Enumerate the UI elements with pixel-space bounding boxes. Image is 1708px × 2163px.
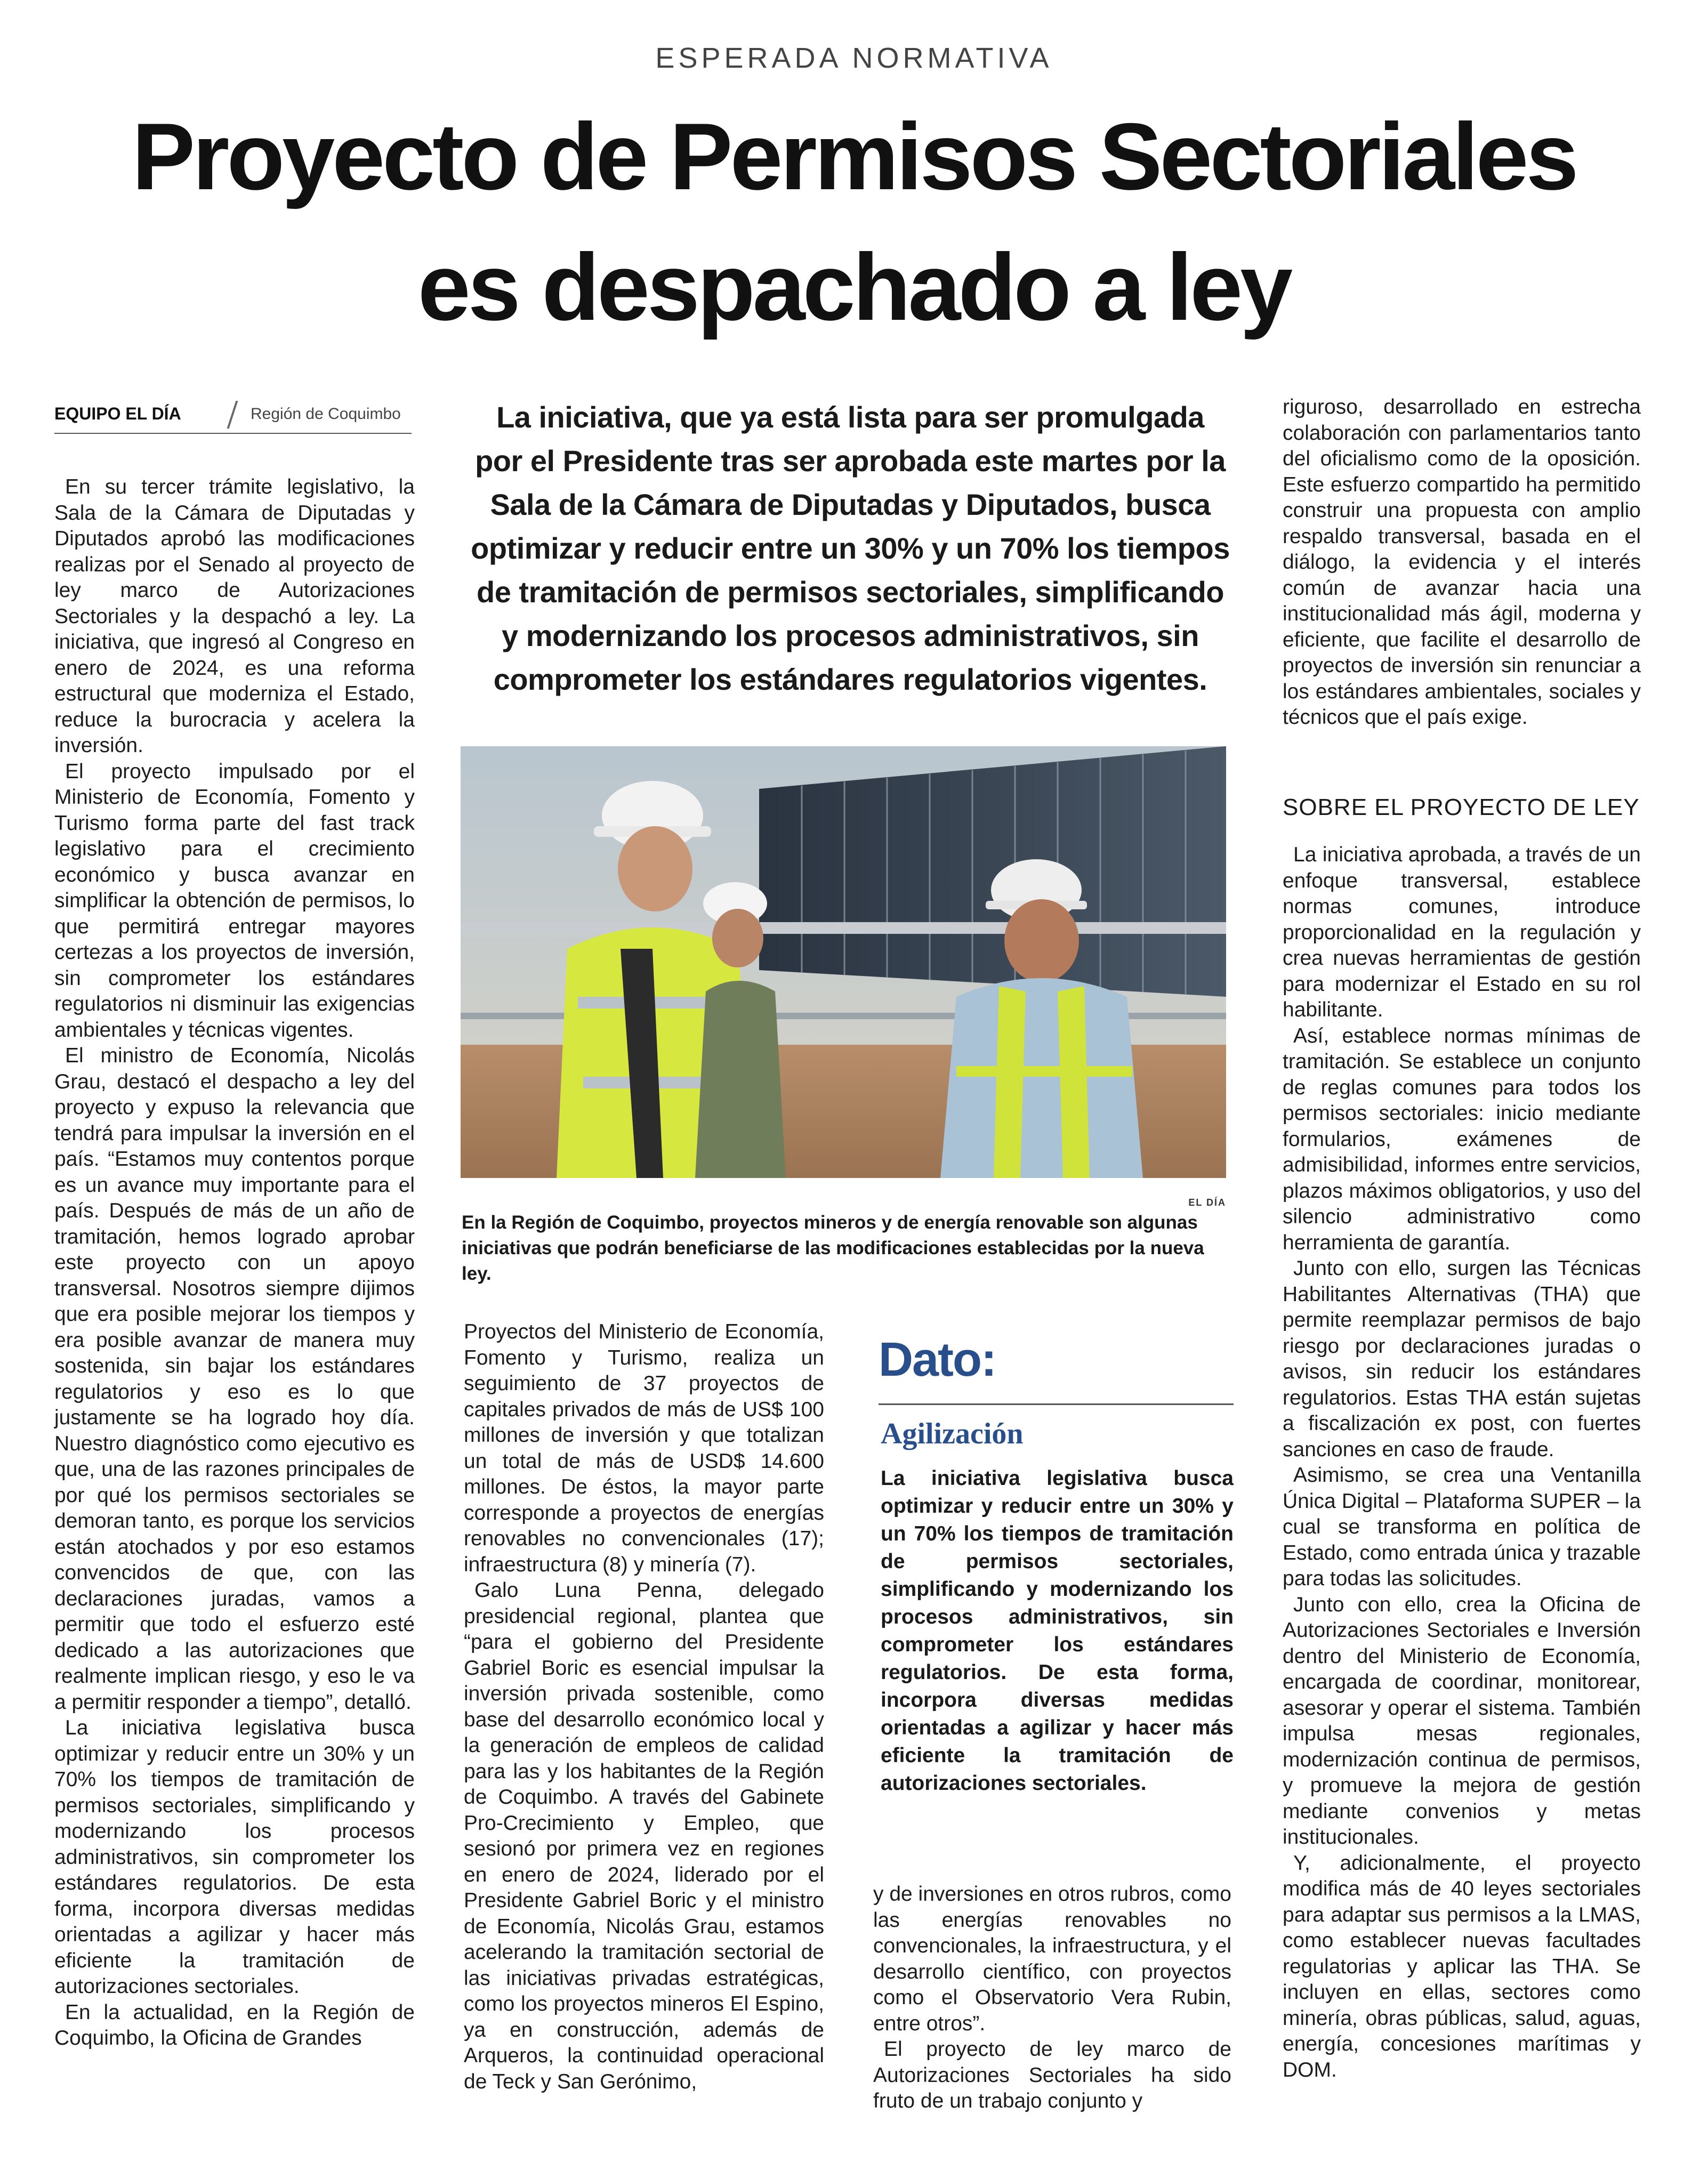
solar-plant-photo <box>461 746 1226 1178</box>
headline-line-1: Proyecto de Permisos Sectoriales <box>132 103 1576 209</box>
paragraph: En su tercer trámite legislativo, la Sala de la Cámara de Diputadas y Diputados aprobó las modificaciones realizas por el Senado al proyecto de ley marco de Autorizaciones Sectoriales y la despachó a ley. La iniciativa, que ingresó al Congreso en enero de 2024, es una reforma estructural que moderniza el Estado, reduce la burocracia y acelera la inversión. <box>54 475 415 757</box>
paragraph: La iniciativa legislativa busca optimizar y reducir entre un 30% y un 70% los tiempos de tramitación de permisos sectoriales, simplificando y modernizando los procesos administrativos, sin comprometer los estándares regulatorios. De esta forma, incorpora diversas medidas orientadas a agilizar y hacer más eficiente la tramitación de autorizaciones sectoriales. <box>54 1716 415 1998</box>
paragraph: La iniciativa aprobada, a través de un enfoque transversal, establece normas comunes, introduce proporcionalidad en la regulación y crea nuevas herramientas de gestión para modernizar el Estado en su rol habilitante. <box>1283 843 1641 1021</box>
lead-paragraph: La iniciativa, que ya está lista para ser promulgada por el Presidente tras ser aprobada este martes por la Sala de la Cámara de Diputadas y Diputados, busca optimizar y reducir entre un 30% y un 70% los tiempos de tramitación de permisos sectoriales, simplificando y modernizando los procesos administrativos, sin comprometer los estándares regulatorios vigentes. <box>471 400 1230 696</box>
kicker: ESPERADA NORMATIVA <box>655 42 1053 74</box>
paragraph: riguroso, desarrollado en estrecha colaboración con parlamentarios tanto del oficialismo como de la oposición. Este esfuerzo compartido ha permitido construir una propuesta con amplio respaldo transversal, basada en el diálogo, la evidencia y el interés común de avanzar hacia una institucionalidad más ágil, moderna y eficiente, que facilite el desarrollo de proyectos de inversión sin renunciar a los estándares ambientales, sociales y técnicos que el país exige. <box>1283 396 1641 729</box>
paragraph: El ministro de Economía, Nicolás Grau, destacó el despacho a ley del proyecto y expuso la relevancia que tendrá para impulsar la inversión en el país. “Estamos muy contentos porque es un avance muy importante para el país. Después de más de un año de tramitación, hemos logrado aprobar este proyecto con un apoyo transversal. Nosotros siempre dijimos que era posible mejorar los tiempos y era posible avanzar de manera muy sostenida, sin bajar los estándares regulatorios y eso es lo que justamente se ha logrado hoy día. Nuestro diagnóstico como ejecutivo es que, una de las razones principales de por qué los permisos sectoriales se demoran tanto, es porque los servicios están atochados y por eso estamos convencidos de que, con las declaraciones juradas, vamos a permitir que todo el esfuerzo esté dedicado a las autorizaciones que realmente implican riesgo, y eso le va a permitir responder a tiempo”, detalló. <box>54 1044 415 1714</box>
column-d-top <box>1283 394 1641 731</box>
sidebar-rule <box>879 1403 1234 1405</box>
paragraph: Galo Luna Penna, delegado presidencial regional, plantea que “para el gobierno del Presidente Gabriel Boric es esencial impulsar la inversión privada sostenible, como base del desarrollo económico local y la generación de empleos de calidad para las y los habitantes de la Región de Coquimbo. A través del Gabinete Pro-Crecimiento y Empleo, que sesionó por primera vez en regiones en enero de 2024, liderado por el Presidente Gabriel Boric y el ministro de Economía, Nicolás Grau, estamos acelerando la tramitación sectorial de las iniciativas privadas estratégicas, como los proyectos mineros El Espino, ya en construcción, además de Arqueros, la continuidad operacional de Teck y San Gerónimo, <box>464 1579 824 2093</box>
paragraph: Y, adicionalmente, el proyecto modifica más de 40 leyes sectoriales para adaptar sus permisos a la LMAS, como establecer nuevas facultades regulatorias y aplicar las THA. Se incluyen en ellas, sectores como minería, obras públicas, salud, aguas, energía, concesiones marítimas y DOM. <box>1283 1851 1641 2081</box>
sidebar-text: La iniciativa legislativa busca optimizar y reducir entre un 30% y un 70% los tiempos de tramitación de permisos sectoriales, simplificando y modernizando los procesos administrativos, sin comprometer los estándares regulatorios. De esta forma, incorpora diversas medidas orientadas a agilizar y hacer más eficiente la tramitación de autorizaciones sectoriales. <box>881 1467 1234 1795</box>
byline-author: EQUIPO EL DÍA <box>54 404 181 423</box>
photo-illustration <box>461 746 1226 1178</box>
column-b <box>464 1319 824 2095</box>
paragraph: Proyectos del Ministerio de Economía, Fomento y Turismo, realiza un seguimiento de 37 proyectos de capitales privados de más de US$ 100 millones de inversión y que totalizan un total de más de USD$ 14.600 millones. De éstos, la mayor parte corresponde a proyectos de energías renovables no convencionales (17); infraestructura (8) y minería (7). <box>464 1320 824 1576</box>
paragraph: Junto con ello, surgen las Técnicas Habilitantes Alternativas (THA) que permite reemplazar permisos de bajo riesgo por declaraciones juradas o avisos, sin reducir los estándares regulatorios. Estas THA están sujetas a fiscalización ex post, con fuertes sanciones en caso de fraude. <box>1283 1257 1641 1461</box>
paragraph: y de inversiones en otros rubros, como las energías renovables no convencionales, la infraestructura, y el desarrollo científico, con proyectos como el Observatorio Vera Rubin, entre otros”. <box>873 1883 1231 2035</box>
byline-divider <box>227 401 238 429</box>
column-c <box>873 1882 1231 2114</box>
sidebar-subtitle: Agilización <box>881 1417 1024 1450</box>
photo-caption: En la Región de Coquimbo, proyectos mineros y de energía renovable son algunas iniciativas que podrán beneficiarse de las modificaciones establecidas por la nueva ley. <box>462 1212 1204 1284</box>
byline-place: Región de Coquimbo <box>251 405 401 423</box>
column-d <box>1283 842 1641 2083</box>
headline-line-2: es despachado a ley <box>417 234 1291 340</box>
sidebar-title: Dato: <box>879 1333 996 1386</box>
column-a <box>54 474 415 2052</box>
section-heading: SOBRE EL PROYECTO DE LEY <box>1283 794 1640 820</box>
paragraph: El proyecto de ley marco de Autorizaciones Sectoriales ha sido fruto de un trabajo conjunto y <box>873 2038 1231 2112</box>
paragraph: Junto con ello, crea la Oficina de Autorizaciones Sectoriales e Inversión dentro del Ministerio de Economía, encargada de coordinar, monitorear, asesorar y operar el sistema. También impulsa mesas regionales, modernización continua de permisos, y promueve la mejora de gestión mediante convenios y metas institucionales. <box>1283 1593 1641 1849</box>
paragraph: El proyecto impulsado por el Ministerio de Economía, Fomento y Turismo forma parte del fast track legislativo para el crecimiento económico y busca avanzar en simplificar la obtención de permisos, lo que permitirá entregar mayores certezas a los proyectos de inversión, sin comprometer los estándares regulatorios ni disminuir las exigencias ambientales y técnicas vigentes. <box>54 760 415 1042</box>
paragraph: Así, establece normas mínimas de tramitación. Se establece un conjunto de reglas comunes para todos los permisos sectoriales: inicio mediante formularios, exámenes de admisibilidad, informes entre servicios, plazos máximos obligatorios, y uso del silencio administrativo como herramienta de garantía. <box>1283 1024 1641 1254</box>
photo-credit: EL DÍA <box>1188 1197 1226 1208</box>
byline-rule <box>54 433 412 434</box>
paragraph: Asimismo, se crea una Ventanilla Única Digital – Plataforma SUPER – la cual se transforma en política de Estado, como entrada única y trazable para todas las solicitudes. <box>1283 1464 1641 1590</box>
paragraph: En la actualidad, en la Región de Coquimbo, la Oficina de Grandes <box>54 2000 415 2049</box>
